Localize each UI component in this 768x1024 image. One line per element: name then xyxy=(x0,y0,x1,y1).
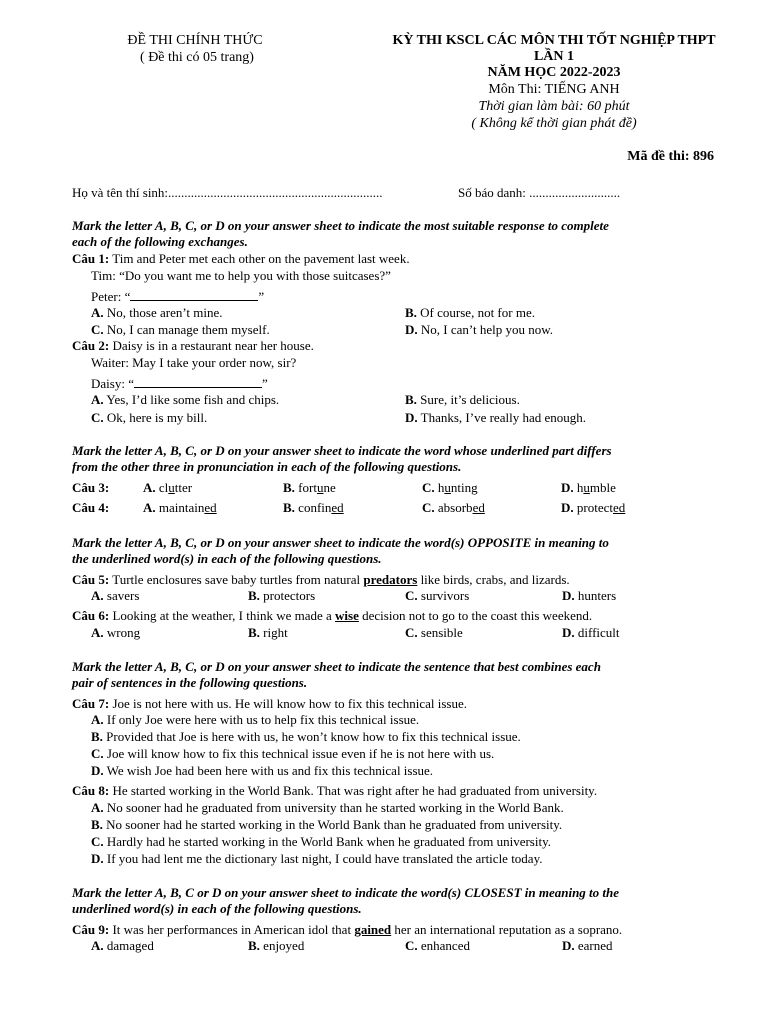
option-b: B. Of course, not for me. xyxy=(405,305,535,320)
option-b: B. Provided that Joe is here with us, he won’t know how to fix this technical issue. xyxy=(91,729,521,744)
option-a: A. damaged xyxy=(91,938,154,953)
instruction-line: from the other three in pronunciation in each of the following questions. xyxy=(72,459,462,474)
option-b: B. enjoyed xyxy=(248,938,305,953)
question-text: Tim and Peter met each other on the pavement last week. xyxy=(112,251,410,266)
option-c: C. enhanced xyxy=(405,938,470,953)
question-9: Câu 9: It was her performances in American idol that gained her an international reputation as a soprano. xyxy=(72,922,623,937)
instruction-line: underlined word(s) in each of the following questions. xyxy=(72,901,362,916)
section-instruction-3 xyxy=(72,535,734,567)
question-2 xyxy=(72,338,314,354)
time-allowed: Thời gian làm bài: 60 phút xyxy=(478,99,630,114)
candidate-id-field: Số báo danh: ............................ xyxy=(458,185,621,200)
question-number: Câu 5: xyxy=(72,572,110,587)
instruction-line: pair of sentences in the following questions. xyxy=(72,675,308,690)
instruction-line: Mark the letter A, B, C or D on your answer sheet to indicate the word(s) CLOSEST in meaning to the xyxy=(72,885,620,900)
question-text: Joe is not here with us. He will know how to fix this technical issue. xyxy=(112,696,468,711)
option-d: D. hunters xyxy=(562,588,617,603)
official-exam-label: ĐỀ THI CHÍNH THỨC xyxy=(127,33,263,48)
option-c: C. sensible xyxy=(405,625,463,640)
option-b: B. protectors xyxy=(248,588,316,603)
section-instruction-5 xyxy=(72,885,734,917)
question-number: Câu 1: xyxy=(72,251,110,266)
option-a: A. maintained xyxy=(143,500,217,515)
question-8 xyxy=(72,783,597,799)
exam-title: KỲ THI KSCL CÁC MÔN THI TỐT NGHIỆP THPT xyxy=(392,33,716,48)
dialogue-speaker: Peter: “ xyxy=(91,289,131,304)
instruction-line: each of the following exchanges. xyxy=(72,234,248,249)
question-number: Câu 2: xyxy=(72,338,110,353)
question-6: Câu 6: Looking at the weather, I think we made a wise decision not to go to the coast this weekend. xyxy=(72,608,593,623)
option-d: D. earned xyxy=(562,938,613,953)
school-year: NĂM HỌC 2022-2023 xyxy=(487,65,621,80)
page-count-note: ( Đề thi có 05 trang) xyxy=(140,50,254,65)
exam-round: LẦN 1 xyxy=(533,49,575,64)
answer-blank xyxy=(130,288,258,301)
option-d: D. humble xyxy=(561,480,616,495)
dialogue-line-blank xyxy=(91,288,264,305)
section-instruction-1 xyxy=(72,218,734,250)
section-instruction-2 xyxy=(72,443,734,475)
question-5: Câu 5: Turtle enclosures save baby turtles from natural predators like birds, crabs, and lizards. xyxy=(72,572,570,587)
question-text: He started working in the World Bank. That was right after he had graduated from university. xyxy=(112,783,598,798)
option-d: D. protected xyxy=(561,500,626,515)
option-b: B. No sooner had he started working in the World Bank than he graduated from university. xyxy=(91,817,563,832)
option-b: B. confined xyxy=(283,500,344,515)
option-a: A. No sooner had he graduated from university than he started working in the World Bank. xyxy=(91,800,564,815)
instruction-line: Mark the letter A, B, C, or D on your answer sheet to indicate the word(s) OPPOSITE in meaning to xyxy=(72,535,609,550)
instruction-line: Mark the letter A, B, C, or D on your answer sheet to indicate the most suitable response to complete xyxy=(72,218,609,233)
option-c: C. No, I can manage them myself. xyxy=(91,322,270,337)
question-number: Câu 3: xyxy=(72,480,110,495)
subject: Môn Thi: TIẾNG ANH xyxy=(488,82,620,97)
answer-blank xyxy=(134,375,262,388)
option-d: D. If you had lent me the dictionary last night, I could have translated the article today. xyxy=(91,851,543,866)
option-b: B. right xyxy=(248,625,288,640)
option-d: D. No, I can’t help you now. xyxy=(405,322,554,337)
dialogue-speaker: Daisy: “ xyxy=(91,376,134,391)
question-text: Daisy is in a restaurant near her house. xyxy=(112,338,314,353)
key-word: gained xyxy=(354,922,392,937)
option-c: C. Hardly had he started working in the World Bank when he graduated from university. xyxy=(91,834,551,849)
dialogue-line-blank xyxy=(91,375,268,392)
time-note: ( Không kể thời gian phát đề) xyxy=(471,116,637,131)
question-number: Câu 4: xyxy=(72,500,110,515)
dialogue-close-quote: ” xyxy=(258,289,265,304)
option-d: D. difficult xyxy=(562,625,620,640)
key-word: predators xyxy=(363,572,418,587)
option-a: A. clutter xyxy=(143,480,193,495)
dialogue-line: Tim: “Do you want me to help you with those suitcases?” xyxy=(91,268,391,283)
instruction-line: the underlined word(s) in each of the following questions. xyxy=(72,551,382,566)
option-a: A. No, those aren’t mine. xyxy=(91,305,223,320)
option-c: C. survivors xyxy=(405,588,470,603)
option-a: A. Yes, I’d like some fish and chips. xyxy=(91,392,280,407)
option-d: D. Thanks, I’ve really had enough. xyxy=(405,410,586,425)
instruction-line: Mark the letter A, B, C, or D on your answer sheet to indicate the sentence that best combines each xyxy=(72,659,601,674)
key-word: wise xyxy=(335,608,359,623)
option-d: D. We wish Joe had been here with us and fix this technical issue. xyxy=(91,763,434,778)
question-1 xyxy=(72,251,410,267)
option-a: A. savers xyxy=(91,588,140,603)
question-number: Câu 6: xyxy=(72,608,110,623)
dialogue-close-quote: ” xyxy=(261,376,268,391)
exam-code: Mã đề thi: 896 xyxy=(627,149,714,164)
option-c: C. absorbed xyxy=(422,500,485,515)
option-c: C. Joe will know how to fix this technical issue even if he is not here with us. xyxy=(91,746,495,761)
question-number: Câu 8: xyxy=(72,783,110,798)
question-7 xyxy=(72,696,467,712)
candidate-name-field: Họ và tên thí sinh:.................................................................. xyxy=(72,185,383,200)
option-a: A. wrong xyxy=(91,625,141,640)
option-b: B. fortune xyxy=(283,480,336,495)
question-number: Câu 7: xyxy=(72,696,110,711)
question-number: Câu 9: xyxy=(72,922,110,937)
option-a: A. If only Joe were here with us to help fix this technical issue. xyxy=(91,712,420,727)
instruction-line: Mark the letter A, B, C, or D on your answer sheet to indicate the word whose underlined part differs xyxy=(72,443,612,458)
option-b: B. Sure, it’s delicious. xyxy=(405,392,520,407)
option-c: C. Ok, here is my bill. xyxy=(91,410,208,425)
dialogue-line: Waiter: May I take your order now, sir? xyxy=(91,355,297,370)
section-instruction-4 xyxy=(72,659,734,691)
option-c: C. hunting xyxy=(422,480,478,495)
